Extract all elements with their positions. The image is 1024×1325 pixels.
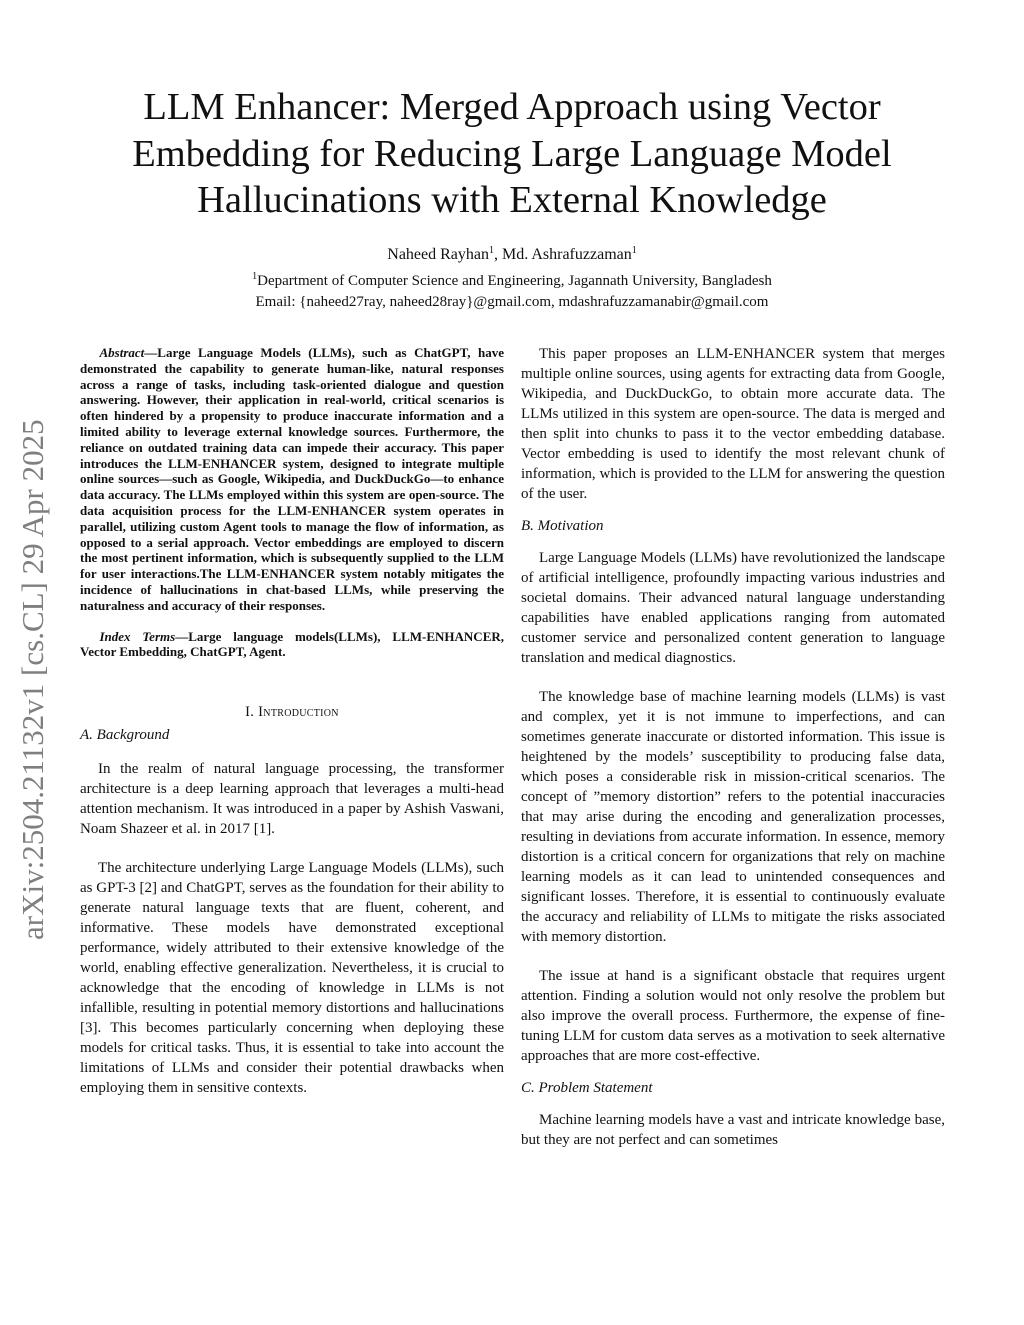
paper-title: LLM Enhancer: Merged Approach using Vector Embedding for Reducing Large Language Model Hallucinations with External Knowledge — [132, 86, 892, 221]
subsection-heading: B. Motivation — [521, 518, 604, 534]
section-title: Introduction — [258, 704, 339, 721]
affiliation-text: Department of Computer Science and Engineering, Jagannath University, Bangladesh — [257, 273, 772, 289]
body-paragraph: This paper proposes an LLM-ENHANCER system that merges multiple online sources, using agents for extracting data from Google, Wikipedia, and DuckDuckGo, to obtain more accurate data. The LLMs utilized in this system are open-source. The data is merged and then split into chunks to pass it to the vector embedding database. Vector embedding is used to identify the most relevant chunk of information, which is provided to the LLM for answering the question of the user. — [521, 346, 945, 502]
affiliation-marker: 1 — [252, 271, 258, 282]
author-separator: , — [494, 246, 502, 263]
body-paragraph: Large Language Models (LLMs) have revolutionized the landscape of artificial intelligence, profoundly impacting various industries and societal domains. Their advanced natural language understanding capabilities have enabled applications ranging from automated customer service and personalized content generation to language translation and medical diagnostics. — [521, 550, 945, 666]
right-column — [521, 344, 945, 1150]
affiliation-line — [60, 270, 964, 292]
abstract-text: —Large Language Models (LLMs), such as ChatGPT, have demonstrated the capability to generate human-like, natural responses across a range of tasks, including task-oriented dialogue and question answering. However, their application in real-world, critical scenarios is often hindered by a propensity to produce inaccurate information and a limited ability to leverage external knowledge sources. Furthermore, the reliance on outdated training data can impede their accuracy. This paper introduces the LLM-ENHANCER system, designed to integrate multiple online sources—such as Google, Wikipedia, and DuckDuckGo—to enhance data accuracy. The LLMs employed within this system are open-source. The data acquisition process for the LLM-ENHANCER system operates in parallel, utilizing custom Agent tools to manage the flow of information, as opposed to a serial approach. Vector embeddings are employed to discern the most pertinent information, which is subsequently supplied to the LLM for user interactions.The LLM-ENHANCER system notably mitigates the incidence of hallucinations in chat-based LLMs, while preserving the naturalness and accuracy of their responses. — [80, 345, 504, 613]
email-line: Email: {naheed27ray, naheed28ray}@gmail.com, mdashrafuzzamanabir@gmail.com — [255, 294, 769, 310]
index-terms-label: Index Terms — [99, 628, 176, 644]
body-paragraph: Machine learning models have a vast and intricate knowledge base, but they are not perfect and can sometimes — [521, 1112, 945, 1148]
section-heading — [80, 702, 504, 722]
body-paragraph: The architecture underlying Large Language Models (LLMs), such as GPT-3 [2] and ChatGPT, serves as the foundation for their ability to generate natural language texts that are fluent, coherent, and informative. These models have demonstrated exceptional performance, widely attributed to their extensive knowledge of the world, enabling effective generalization. Nevertheless, it is crucial to acknowledge that the encoding of knowledge in LLMs is not infallible, resulting in potential memory distortions and hallucinations [3]. This becomes particularly concerning when deploying these models for critical tasks. Thus, it is essential to take into account the limitations of LLMs and consider their potential drawbacks when employing them in sensitive contexts. — [80, 860, 504, 1097]
author-name: Md. Ashrafuzzaman — [502, 246, 632, 263]
section-number: I. — [245, 704, 255, 721]
arxiv-identifier: arXiv:2504.21132v1 [cs.CL] 29 Apr 2025 — [15, 419, 50, 940]
author-name: Naheed Rayhan — [387, 246, 489, 263]
body-paragraph: The issue at hand is a significant obstacle that requires urgent attention. Finding a solution would not only resolve the problem but also improve the overall process. Furthermore, the expense of fine-tuning LLM for custom data serves as a motivation to seek alternative approaches that are more cost-effective. — [521, 968, 945, 1064]
subsection-heading: C. Problem Statement — [521, 1080, 653, 1096]
abstract-label: Abstract — [99, 345, 145, 360]
left-column — [80, 345, 504, 1098]
affiliation-marker: 1 — [489, 245, 494, 256]
body-paragraph: The knowledge base of machine learning models (LLMs) is vast and complex, yet it is not immune to imperfections, and can sometimes generate inaccurate or distorted information. This issue is heightened by the models’ susceptibility to producing false data, which poses a considerable risk in mission-critical scenarios. The concept of ”memory distortion” refers to the potential inaccuracies that may arise during the encoding and generalization processes, resulting in deviations from accurate information. In essence, memory distortion is a critical concern for organizations that rely on machine learning models as it can lead to unintended consequences and significant losses. Therefore, it is essential to continuously evaluate the accuracy and reliability of LLMs to mitigate the risks associated with memory distortion. — [521, 689, 945, 945]
affiliation-marker: 1 — [631, 245, 637, 256]
author-line — [60, 244, 964, 266]
index-terms — [80, 629, 504, 661]
abstract — [80, 345, 504, 614]
index-terms-text: —Large language models(LLMs), LLM-ENHANCER, Vector Embedding, ChatGPT, Agent. — [80, 628, 505, 660]
subsection-heading: A. Background — [80, 727, 170, 744]
body-paragraph: In the realm of natural language processing, the transformer architecture is a deep learning approach that leverages a multi-head attention mechanism. It was introduced in a paper by Ashish Vaswani, Noam Shazeer et al. in 2017 [1]. — [80, 761, 504, 838]
